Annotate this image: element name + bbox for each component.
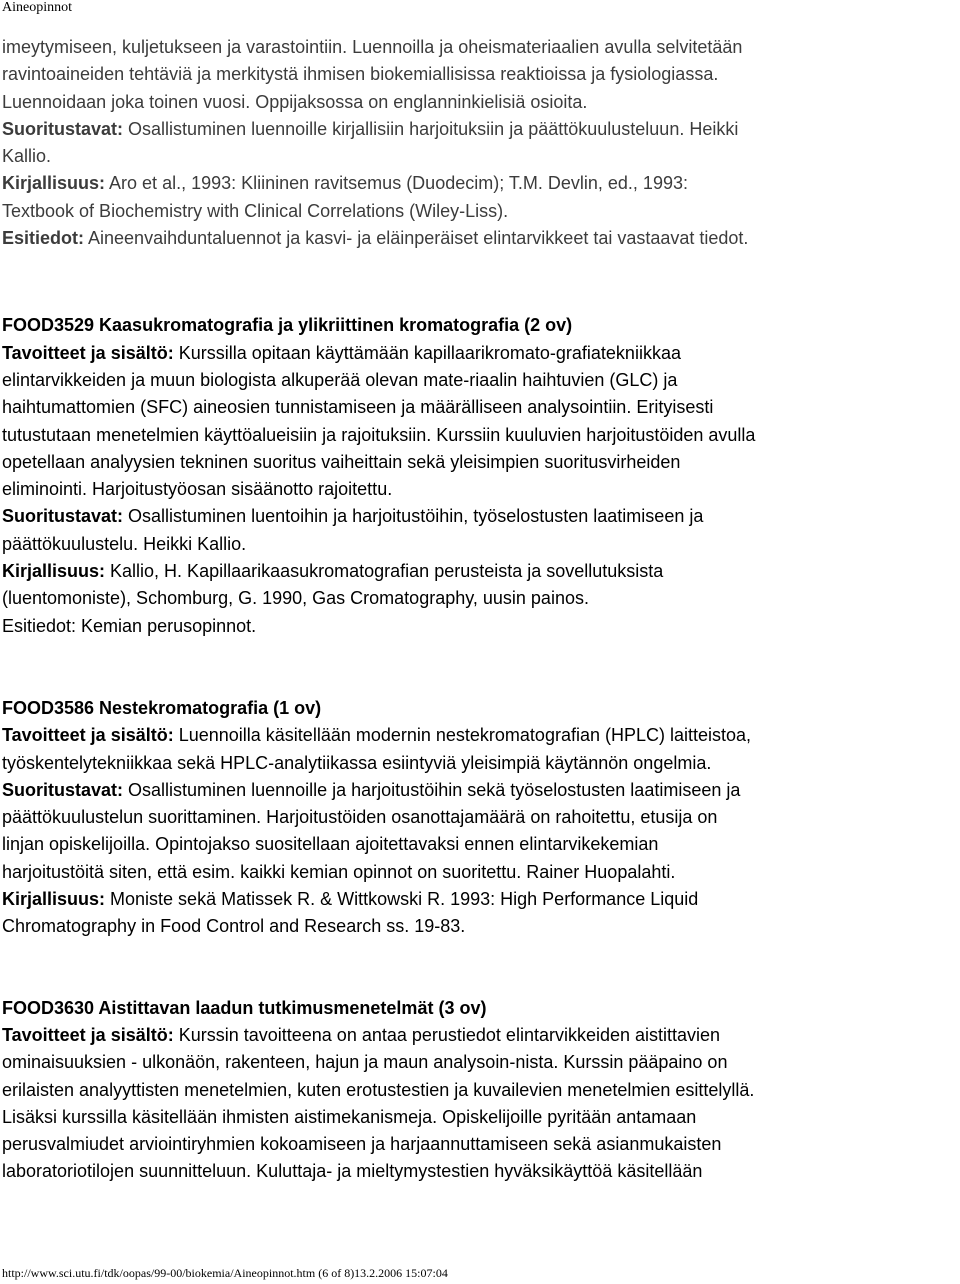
- tavoitteet-line: [2, 1022, 958, 1049]
- esitiedot-text: Aineenvaihduntaluennot ja kasvi- ja eläinperäiset elintarvikkeet tai vastaavat tiedot.: [84, 228, 749, 249]
- suoritustavat-label: Suoritustavat:: [2, 506, 124, 527]
- suoritustavat-line: [2, 777, 958, 804]
- header-title: Aineopinnot: [2, 0, 72, 15]
- esitiedot-line: [2, 225, 958, 252]
- page-footer: [2, 1266, 448, 1280]
- text-line: Textbook of Biochemistry with Clinical Correlations (Wiley-Liss).: [2, 200, 509, 221]
- esitiedot-line: Esitiedot: Kemian perusopinnot.: [2, 615, 257, 636]
- text-line: ravintoaineiden tehtäviä ja merkitystä ihmisen biokemiallisissa reaktioissa ja fysiologiassa.: [2, 64, 719, 85]
- text-line: opetellaan analyysien tekninen suoritus vaiheittain sekä yleisimpien suoritusvirheiden: [2, 451, 681, 472]
- text-line: ominaisuuksien - ulkonäön, rakenteen, hajun ja maun analysoin-nista. Kurssin pääpaino on: [2, 1052, 728, 1073]
- text-line: päättökuulustelun suorittaminen. Harjoitustöiden osanottajamäärä on rahoitettu, etusija on: [2, 807, 718, 828]
- tavoitteet-line: [2, 722, 958, 749]
- text-line: linjan opiskelijoilla. Opintojakso suositellaan ajoitettavaksi ennen elintarvikekemian: [2, 834, 659, 855]
- tavoitteet-label: Tavoitteet ja sisältö:: [2, 1024, 174, 1045]
- page-header: [2, 0, 72, 16]
- suoritustavat-line: [2, 116, 958, 143]
- text-line: harjoitustöitä siten, että esim. kaikki kemian opinnot on suoritettu. Rainer Huopalahti.: [2, 861, 676, 882]
- suoritustavat-text: Osallistuminen luentoihin ja harjoitustöihin, työselostusten laatimiseen ja: [123, 506, 704, 527]
- text-line: Luennoidaan joka toinen vuosi. Oppijaksossa on englanninkielisiä osioita.: [2, 91, 588, 112]
- intro-block: [2, 34, 958, 252]
- text-line: (luentomoniste), Schomburg, G. 1990, Gas Cromatography, uusin painos.: [2, 588, 589, 609]
- text-line: laboratoriotilojen suunnitteluun. Kuluttaja- ja mieltymystestien hyväksikäyttöä käsitellään: [2, 1161, 703, 1182]
- course-food3586: [2, 695, 958, 941]
- course-food3529: [2, 312, 958, 640]
- text-line: Chromatography in Food Control and Research ss. 19-83.: [2, 916, 466, 937]
- text-line: perusvalmiudet arviointiryhmien kokoamiseen ja harjaannuttamiseen sekä asianmukaisten: [2, 1134, 722, 1155]
- tavoitteet-text: Kurssin tavoitteena on antaa perustiedot elintarvikkeiden aistittavien: [173, 1024, 721, 1045]
- tavoitteet-label: Tavoitteet ja sisältö:: [2, 342, 174, 363]
- text-line: erilaisten analyyttisten menetelmien, kuten erotustestien ja kuvailevien menetelmien esittelyllä.: [2, 1079, 755, 1100]
- text-line: työskentelytekniikkaa sekä HPLC-analytiikassa esiintyviä yleisimpiä käytännön ongelmia.: [2, 752, 712, 773]
- text-line: imeytymiseen, kuljetukseen ja varastointiin. Luennoilla ja oheismateriaalien avulla selvitetään: [2, 37, 743, 57]
- suoritustavat-line: [2, 503, 958, 530]
- text-line: Lisäksi kurssilla käsitellään ihmisten aistimekanismeja. Opiskelijoille pyritään antamaan: [2, 1106, 697, 1127]
- text-line: eliminointi. Harjoitustyöosan sisäänotto rajoitettu.: [2, 479, 393, 500]
- kirjallisuus-line: [2, 886, 958, 913]
- tavoitteet-line: [2, 340, 958, 367]
- kirjallisuus-line: [2, 170, 958, 197]
- course-title: FOOD3630 Aistittavan laadun tutkimusmenetelmät (3 ov): [2, 997, 487, 1018]
- course-title: FOOD3529 Kaasukromatografia ja ylikriittinen kromatografia (2 ov): [2, 315, 573, 336]
- course-food3630: [2, 995, 958, 1186]
- kirjallisuus-label: Kirjallisuus:: [2, 889, 106, 910]
- text-line: elintarvikkeiden ja muun biologista alkuperää olevan mate-riaalin haihtuvien (GLC) ja: [2, 369, 678, 390]
- tavoitteet-text: Kurssilla opitaan käyttämään kapillaarikromato-grafiatekniikkaa: [173, 342, 681, 363]
- suoritustavat-text: Osallistuminen luennoille kirjallisiin harjoituksiin ja päättökuulusteluun. Heikki: [123, 118, 739, 139]
- footer-url: http://www.sci.utu.fi/tdk/oopas/99-00/biokemia/Aineopinnot.htm (6 of 8)13.2.2006 15:07:04: [2, 1266, 448, 1280]
- esitiedot-label: Esitiedot:: [2, 228, 85, 249]
- suoritustavat-label: Suoritustavat:: [2, 118, 124, 139]
- suoritustavat-label: Suoritustavat:: [2, 779, 124, 800]
- course-title: FOOD3586 Nestekromatografia (1 ov): [2, 697, 322, 718]
- text-line: päättökuulustelu. Heikki Kallio.: [2, 533, 247, 554]
- kirjallisuus-label: Kirjallisuus:: [2, 173, 106, 194]
- suoritustavat-text: Osallistuminen luennoille ja harjoitustöihin sekä työselostusten laatimiseen ja: [123, 779, 741, 800]
- tavoitteet-text: Luennoilla käsitellään modernin nestekromatografian (HPLC) laitteistoa,: [173, 725, 752, 746]
- text-line: tutustutaan menetelmien käyttöalueisiin ja rajoituksiin. Kurssiin kuuluvien harjoitustöiden avulla: [2, 424, 756, 445]
- kirjallisuus-line: [2, 558, 958, 585]
- tavoitteet-label: Tavoitteet ja sisältö:: [2, 725, 174, 746]
- text-line: Kallio.: [2, 146, 52, 167]
- document-body: [2, 34, 958, 1186]
- kirjallisuus-label: Kirjallisuus:: [2, 561, 106, 582]
- text-line: haihtumattomien (SFC) aineosien tunnistamiseen ja määrälliseen analysointiin. Erityisesti: [2, 397, 714, 418]
- kirjallisuus-text: Kallio, H. Kapillaarikaasukromatografian perusteista ja sovellutuksista: [105, 561, 664, 582]
- kirjallisuus-text: Aro et al., 1993: Kliininen ravitsemus (Duodecim); T.M. Devlin, ed., 1993:: [105, 173, 688, 194]
- kirjallisuus-text: Moniste sekä Matissek R. & Wittkowski R. 1993: High Performance Liquid: [105, 889, 699, 910]
